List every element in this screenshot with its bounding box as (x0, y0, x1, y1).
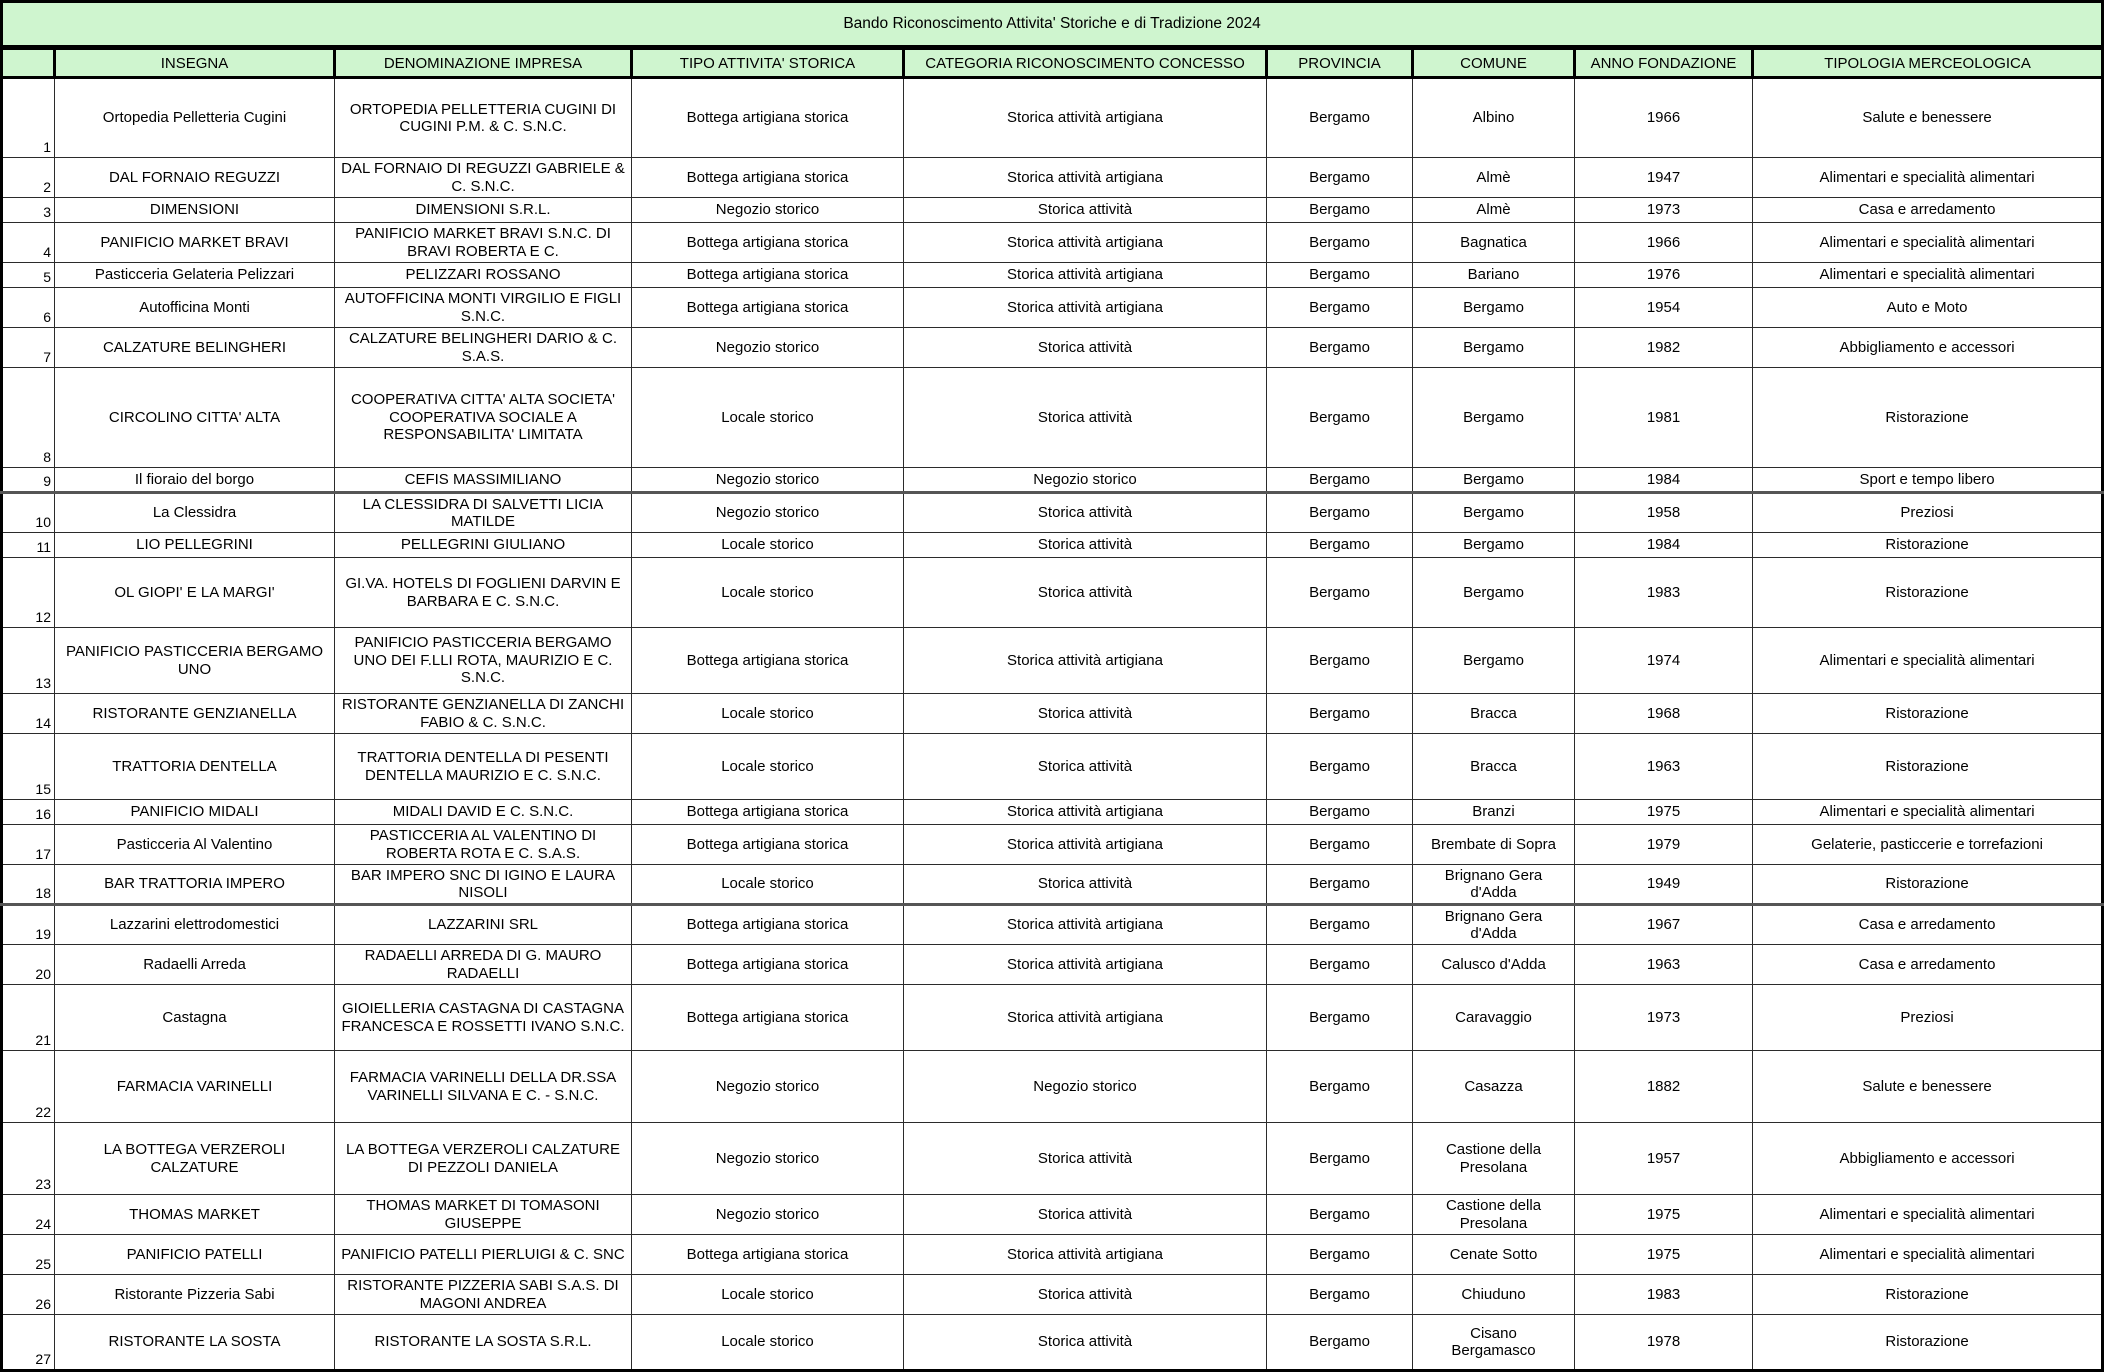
cell-provincia: Bergamo (1267, 800, 1413, 825)
cell-insegna: DIMENSIONI (55, 198, 335, 223)
cell-anno: 1983 (1575, 558, 1753, 628)
cell-tipo: Bottega artigiana storica (632, 945, 904, 985)
cell-comune: Brignano Gera d'Adda (1413, 905, 1575, 945)
cell-insegna: Radaelli Arreda (55, 945, 335, 985)
row-number: 18 (2, 865, 55, 905)
cell-denominazione: PANIFICIO PATELLI PIERLUIGI & C. SNC (335, 1235, 632, 1275)
cell-insegna: FARMACIA VARINELLI (55, 1051, 335, 1123)
table-row (2, 1123, 2103, 1195)
cell-anno: 1957 (1575, 1123, 1753, 1195)
cell-categoria: Storica attività artigiana (904, 158, 1267, 198)
cell-provincia: Bergamo (1267, 905, 1413, 945)
cell-insegna: Pasticceria Gelateria Pelizzari (55, 263, 335, 288)
cell-anno: 1967 (1575, 905, 1753, 945)
row-number: 7 (2, 328, 55, 368)
cell-tipologia: Preziosi (1753, 493, 2103, 533)
table-row (2, 945, 2103, 985)
column-header-tipo: TIPO ATTIVITA' STORICA (632, 48, 904, 78)
cell-anno: 1983 (1575, 1275, 1753, 1315)
cell-provincia: Bergamo (1267, 1275, 1413, 1315)
cell-provincia: Bergamo (1267, 493, 1413, 533)
cell-denominazione: CEFIS MASSIMILIANO (335, 468, 632, 493)
row-number: 16 (2, 800, 55, 825)
cell-categoria: Negozio storico (904, 468, 1267, 493)
cell-insegna: RISTORANTE LA SOSTA (55, 1315, 335, 1371)
cell-denominazione: GI.VA. HOTELS DI FOGLIENI DARVIN E BARBARA E C. S.N.C. (335, 558, 632, 628)
cell-categoria: Storica attività (904, 1315, 1267, 1371)
table-row (2, 533, 2103, 558)
sheet-title: Bando Riconoscimento Attivita' Storiche e di Tradizione 2024 (2, 2, 2103, 48)
row-number: 9 (2, 468, 55, 493)
cell-denominazione: TRATTORIA DENTELLA DI PESENTI DENTELLA MAURIZIO E C. S.N.C. (335, 734, 632, 800)
table-row (2, 468, 2103, 493)
cell-tipo: Bottega artigiana storica (632, 158, 904, 198)
cell-tipo: Negozio storico (632, 1051, 904, 1123)
cell-tipo: Bottega artigiana storica (632, 223, 904, 263)
cell-tipo: Locale storico (632, 558, 904, 628)
cell-anno: 1973 (1575, 985, 1753, 1051)
cell-insegna: PANIFICIO PATELLI (55, 1235, 335, 1275)
cell-insegna: OL GIOPI' E LA MARGI' (55, 558, 335, 628)
cell-denominazione: COOPERATIVA CITTA' ALTA SOCIETA' COOPERATIVA SOCIALE A RESPONSABILITA' LIMITATA (335, 368, 632, 468)
row-number: 2 (2, 158, 55, 198)
cell-comune: Brignano Gera d'Adda (1413, 865, 1575, 905)
cell-tipologia: Sport e tempo libero (1753, 468, 2103, 493)
cell-provincia: Bergamo (1267, 628, 1413, 694)
cell-denominazione: LA BOTTEGA VERZEROLI CALZATURE DI PEZZOLI DANIELA (335, 1123, 632, 1195)
cell-comune: Bergamo (1413, 288, 1575, 328)
column-header-comune: COMUNE (1413, 48, 1575, 78)
cell-anno: 1882 (1575, 1051, 1753, 1123)
cell-tipologia: Ristorazione (1753, 558, 2103, 628)
cell-tipo: Negozio storico (632, 198, 904, 223)
cell-anno: 1973 (1575, 198, 1753, 223)
table-row (2, 1051, 2103, 1123)
cell-provincia: Bergamo (1267, 533, 1413, 558)
row-number: 13 (2, 628, 55, 694)
table-row (2, 1195, 2103, 1235)
cell-anno: 1966 (1575, 223, 1753, 263)
cell-denominazione: RISTORANTE LA SOSTA S.R.L. (335, 1315, 632, 1371)
cell-categoria: Negozio storico (904, 1051, 1267, 1123)
cell-tipo: Locale storico (632, 1315, 904, 1371)
table-row (2, 328, 2103, 368)
table-row (2, 1275, 2103, 1315)
cell-provincia: Bergamo (1267, 558, 1413, 628)
cell-provincia: Bergamo (1267, 1235, 1413, 1275)
cell-comune: Bariano (1413, 263, 1575, 288)
cell-tipologia: Alimentari e specialità alimentari (1753, 1235, 2103, 1275)
cell-categoria: Storica attività (904, 558, 1267, 628)
cell-provincia: Bergamo (1267, 198, 1413, 223)
cell-provincia: Bergamo (1267, 734, 1413, 800)
cell-anno: 1947 (1575, 158, 1753, 198)
cell-comune: Bergamo (1413, 328, 1575, 368)
cell-comune: Bergamo (1413, 493, 1575, 533)
table-row (2, 865, 2103, 905)
cell-tipo: Bottega artigiana storica (632, 78, 904, 158)
cell-categoria: Storica attività artigiana (904, 985, 1267, 1051)
cell-denominazione: ORTOPEDIA PELLETTERIA CUGINI DI CUGINI P.M. & C. S.N.C. (335, 78, 632, 158)
row-number: 20 (2, 945, 55, 985)
cell-tipo: Locale storico (632, 368, 904, 468)
cell-tipologia: Alimentari e specialità alimentari (1753, 158, 2103, 198)
row-number: 3 (2, 198, 55, 223)
row-number: 17 (2, 825, 55, 865)
cell-anno: 1963 (1575, 945, 1753, 985)
cell-comune: Bracca (1413, 694, 1575, 734)
cell-categoria: Storica attività artigiana (904, 288, 1267, 328)
cell-tipo: Bottega artigiana storica (632, 628, 904, 694)
cell-comune: Albino (1413, 78, 1575, 158)
row-number: 11 (2, 533, 55, 558)
cell-denominazione: DIMENSIONI S.R.L. (335, 198, 632, 223)
cell-tipo: Locale storico (632, 1275, 904, 1315)
cell-provincia: Bergamo (1267, 694, 1413, 734)
cell-comune: Chiuduno (1413, 1275, 1575, 1315)
cell-tipologia: Alimentari e specialità alimentari (1753, 1195, 2103, 1235)
cell-anno: 1949 (1575, 865, 1753, 905)
column-header-provincia: PROVINCIA (1267, 48, 1413, 78)
cell-tipo: Negozio storico (632, 493, 904, 533)
table-row (2, 78, 2103, 158)
cell-insegna: Ortopedia Pelletteria Cugini (55, 78, 335, 158)
row-number: 15 (2, 734, 55, 800)
cell-insegna: Ristorante Pizzeria Sabi (55, 1275, 335, 1315)
column-header-insegna: INSEGNA (55, 48, 335, 78)
cell-tipo: Negozio storico (632, 1123, 904, 1195)
cell-categoria: Storica attività artigiana (904, 628, 1267, 694)
cell-comune: Branzi (1413, 800, 1575, 825)
table-row (2, 800, 2103, 825)
cell-tipo: Bottega artigiana storica (632, 985, 904, 1051)
cell-categoria: Storica attività artigiana (904, 1235, 1267, 1275)
row-number: 1 (2, 78, 55, 158)
cell-denominazione: THOMAS MARKET DI TOMASONI GIUSEPPE (335, 1195, 632, 1235)
cell-tipo: Negozio storico (632, 1195, 904, 1235)
cell-provincia: Bergamo (1267, 78, 1413, 158)
cell-denominazione: PELLEGRINI GIULIANO (335, 533, 632, 558)
cell-denominazione: RISTORANTE PIZZERIA SABI S.A.S. DI MAGONI ANDREA (335, 1275, 632, 1315)
cell-provincia: Bergamo (1267, 368, 1413, 468)
cell-comune: Bergamo (1413, 558, 1575, 628)
cell-provincia: Bergamo (1267, 1195, 1413, 1235)
cell-anno: 1976 (1575, 263, 1753, 288)
cell-tipologia: Ristorazione (1753, 694, 2103, 734)
cell-tipologia: Ristorazione (1753, 368, 2103, 468)
cell-categoria: Storica attività (904, 328, 1267, 368)
row-number: 6 (2, 288, 55, 328)
cell-anno: 1974 (1575, 628, 1753, 694)
cell-tipologia: Salute e benessere (1753, 1051, 2103, 1123)
cell-comune: Caravaggio (1413, 985, 1575, 1051)
cell-denominazione: GIOIELLERIA CASTAGNA DI CASTAGNA FRANCESCA E ROSSETTI IVANO S.N.C. (335, 985, 632, 1051)
cell-denominazione: LA CLESSIDRA DI SALVETTI LICIA MATILDE (335, 493, 632, 533)
cell-tipologia: Alimentari e specialità alimentari (1753, 223, 2103, 263)
cell-categoria: Storica attività (904, 865, 1267, 905)
cell-tipologia: Ristorazione (1753, 1315, 2103, 1371)
table-row (2, 694, 2103, 734)
cell-denominazione: MIDALI DAVID E C. S.N.C. (335, 800, 632, 825)
cell-tipo: Locale storico (632, 734, 904, 800)
cell-denominazione: CALZATURE BELINGHERI DARIO & C. S.A.S. (335, 328, 632, 368)
cell-comune: Castione della Presolana (1413, 1195, 1575, 1235)
cell-denominazione: PELIZZARI ROSSANO (335, 263, 632, 288)
row-number: 26 (2, 1275, 55, 1315)
table-row (2, 825, 2103, 865)
column-header-categoria: CATEGORIA RICONOSCIMENTO CONCESSO (904, 48, 1267, 78)
cell-tipo: Bottega artigiana storica (632, 288, 904, 328)
table-row (2, 288, 2103, 328)
cell-denominazione: PASTICCERIA AL VALENTINO DI ROBERTA ROTA E C. S.A.S. (335, 825, 632, 865)
cell-insegna: Autofficina Monti (55, 288, 335, 328)
cell-tipo: Negozio storico (632, 328, 904, 368)
cell-insegna: CIRCOLINO CITTA' ALTA (55, 368, 335, 468)
cell-tipo: Bottega artigiana storica (632, 825, 904, 865)
row-number: 25 (2, 1235, 55, 1275)
cell-provincia: Bergamo (1267, 1123, 1413, 1195)
cell-categoria: Storica attività artigiana (904, 78, 1267, 158)
cell-comune: Brembate di Sopra (1413, 825, 1575, 865)
row-number: 5 (2, 263, 55, 288)
cell-tipologia: Auto e Moto (1753, 288, 2103, 328)
row-number: 19 (2, 905, 55, 945)
cell-denominazione: LAZZARINI SRL (335, 905, 632, 945)
cell-provincia: Bergamo (1267, 468, 1413, 493)
cell-insegna: RISTORANTE GENZIANELLA (55, 694, 335, 734)
table-row (2, 1315, 2103, 1371)
cell-insegna: PANIFICIO MARKET BRAVI (55, 223, 335, 263)
cell-tipologia: Casa e arredamento (1753, 945, 2103, 985)
row-number: 23 (2, 1123, 55, 1195)
cell-comune: Casazza (1413, 1051, 1575, 1123)
cell-anno: 1975 (1575, 800, 1753, 825)
header-row (2, 48, 2103, 78)
cell-tipologia: Casa e arredamento (1753, 905, 2103, 945)
cell-comune: Castione della Presolana (1413, 1123, 1575, 1195)
column-header-tipologia: TIPOLOGIA MERCEOLOGICA (1753, 48, 2103, 78)
cell-categoria: Storica attività (904, 533, 1267, 558)
cell-tipo: Bottega artigiana storica (632, 263, 904, 288)
cell-tipo: Bottega artigiana storica (632, 800, 904, 825)
cell-anno: 1963 (1575, 734, 1753, 800)
cell-tipo: Locale storico (632, 694, 904, 734)
cell-insegna: PANIFICIO MIDALI (55, 800, 335, 825)
cell-insegna: Castagna (55, 985, 335, 1051)
cell-categoria: Storica attività artigiana (904, 223, 1267, 263)
cell-anno: 1975 (1575, 1235, 1753, 1275)
cell-categoria: Storica attività (904, 694, 1267, 734)
cell-provincia: Bergamo (1267, 985, 1413, 1051)
cell-comune: Almè (1413, 198, 1575, 223)
cell-denominazione: PANIFICIO PASTICCERIA BERGAMO UNO DEI F.LLI ROTA, MAURIZIO E C. S.N.C. (335, 628, 632, 694)
cell-insegna: Lazzarini elettrodomestici (55, 905, 335, 945)
cell-denominazione: FARMACIA VARINELLI DELLA DR.SSA VARINELLI SILVANA E C. - S.N.C. (335, 1051, 632, 1123)
cell-comune: Bergamo (1413, 628, 1575, 694)
cell-tipologia: Ristorazione (1753, 1275, 2103, 1315)
table-row (2, 223, 2103, 263)
column-header-num (2, 48, 55, 78)
title-row (2, 2, 2103, 48)
cell-insegna: TRATTORIA DENTELLA (55, 734, 335, 800)
cell-insegna: Il fioraio del borgo (55, 468, 335, 493)
table-row (2, 263, 2103, 288)
cell-insegna: PANIFICIO PASTICCERIA BERGAMO UNO (55, 628, 335, 694)
cell-anno: 1984 (1575, 533, 1753, 558)
cell-anno: 1954 (1575, 288, 1753, 328)
row-number: 14 (2, 694, 55, 734)
cell-tipologia: Abbigliamento e accessori (1753, 328, 2103, 368)
table-row (2, 628, 2103, 694)
cell-categoria: Storica attività artigiana (904, 800, 1267, 825)
table-row (2, 1235, 2103, 1275)
column-header-denominazione: DENOMINAZIONE IMPRESA (335, 48, 632, 78)
cell-tipologia: Alimentari e specialità alimentari (1753, 263, 2103, 288)
cell-denominazione: RISTORANTE GENZIANELLA DI ZANCHI FABIO & C. S.N.C. (335, 694, 632, 734)
table-row (2, 368, 2103, 468)
cell-categoria: Storica attività (904, 198, 1267, 223)
cell-provincia: Bergamo (1267, 945, 1413, 985)
cell-comune: Bracca (1413, 734, 1575, 800)
cell-provincia: Bergamo (1267, 288, 1413, 328)
cell-tipo: Locale storico (632, 865, 904, 905)
cell-denominazione: RADAELLI ARREDA DI G. MAURO RADAELLI (335, 945, 632, 985)
cell-anno: 1981 (1575, 368, 1753, 468)
cell-tipo: Bottega artigiana storica (632, 905, 904, 945)
cell-insegna: Pasticceria Al Valentino (55, 825, 335, 865)
cell-insegna: LIO PELLEGRINI (55, 533, 335, 558)
cell-categoria: Storica attività (904, 734, 1267, 800)
cell-provincia: Bergamo (1267, 263, 1413, 288)
cell-categoria: Storica attività (904, 493, 1267, 533)
table-row (2, 158, 2103, 198)
cell-insegna: BAR TRATTORIA IMPERO (55, 865, 335, 905)
cell-tipologia: Abbigliamento e accessori (1753, 1123, 2103, 1195)
cell-anno: 1979 (1575, 825, 1753, 865)
cell-tipologia: Ristorazione (1753, 865, 2103, 905)
cell-categoria: Storica attività artigiana (904, 825, 1267, 865)
cell-tipologia: Casa e arredamento (1753, 198, 2103, 223)
table-row (2, 734, 2103, 800)
cell-tipo: Bottega artigiana storica (632, 1235, 904, 1275)
cell-provincia: Bergamo (1267, 328, 1413, 368)
cell-denominazione: BAR IMPERO SNC DI IGINO E LAURA NISOLI (335, 865, 632, 905)
row-number: 10 (2, 493, 55, 533)
row-number: 24 (2, 1195, 55, 1235)
cell-tipologia: Gelaterie, pasticcerie e torrefazioni (1753, 825, 2103, 865)
cell-insegna: THOMAS MARKET (55, 1195, 335, 1235)
cell-categoria: Storica attività (904, 1275, 1267, 1315)
cell-tipologia: Alimentari e specialità alimentari (1753, 800, 2103, 825)
cell-insegna: LA BOTTEGA VERZEROLI CALZATURE (55, 1123, 335, 1195)
cell-provincia: Bergamo (1267, 223, 1413, 263)
row-number: 4 (2, 223, 55, 263)
column-header-anno: ANNO FONDAZIONE (1575, 48, 1753, 78)
table-row (2, 985, 2103, 1051)
table-row (2, 198, 2103, 223)
cell-comune: Almè (1413, 158, 1575, 198)
cell-tipo: Negozio storico (632, 468, 904, 493)
cell-comune: Bergamo (1413, 368, 1575, 468)
cell-anno: 1984 (1575, 468, 1753, 493)
cell-anno: 1975 (1575, 1195, 1753, 1235)
cell-anno: 1968 (1575, 694, 1753, 734)
cell-categoria: Storica attività artigiana (904, 905, 1267, 945)
table-row (2, 558, 2103, 628)
cell-insegna: DAL FORNAIO REGUZZI (55, 158, 335, 198)
row-number: 22 (2, 1051, 55, 1123)
row-number: 8 (2, 368, 55, 468)
cell-categoria: Storica attività artigiana (904, 263, 1267, 288)
cell-anno: 1982 (1575, 328, 1753, 368)
cell-tipologia: Salute e benessere (1753, 78, 2103, 158)
row-number: 12 (2, 558, 55, 628)
cell-comune: Cisano Bergamasco (1413, 1315, 1575, 1371)
table-row (2, 905, 2103, 945)
cell-anno: 1958 (1575, 493, 1753, 533)
row-number: 27 (2, 1315, 55, 1371)
cell-comune: Calusco d'Adda (1413, 945, 1575, 985)
cell-categoria: Storica attività (904, 1123, 1267, 1195)
cell-insegna: La Clessidra (55, 493, 335, 533)
cell-tipologia: Preziosi (1753, 985, 2103, 1051)
table-row (2, 493, 2103, 533)
cell-categoria: Storica attività artigiana (904, 945, 1267, 985)
cell-denominazione: DAL FORNAIO DI REGUZZI GABRIELE & C. S.N.C. (335, 158, 632, 198)
cell-comune: Bagnatica (1413, 223, 1575, 263)
cell-tipologia: Ristorazione (1753, 533, 2103, 558)
cell-comune: Bergamo (1413, 468, 1575, 493)
cell-provincia: Bergamo (1267, 158, 1413, 198)
cell-anno: 1966 (1575, 78, 1753, 158)
cell-provincia: Bergamo (1267, 825, 1413, 865)
cell-provincia: Bergamo (1267, 865, 1413, 905)
cell-comune: Bergamo (1413, 533, 1575, 558)
cell-categoria: Storica attività (904, 368, 1267, 468)
cell-tipologia: Alimentari e specialità alimentari (1753, 628, 2103, 694)
cell-anno: 1978 (1575, 1315, 1753, 1371)
cell-tipologia: Ristorazione (1753, 734, 2103, 800)
cell-denominazione: AUTOFFICINA MONTI VIRGILIO E FIGLI S.N.C. (335, 288, 632, 328)
cell-tipo: Locale storico (632, 533, 904, 558)
cell-provincia: Bergamo (1267, 1051, 1413, 1123)
cell-categoria: Storica attività (904, 1195, 1267, 1235)
cell-insegna: CALZATURE BELINGHERI (55, 328, 335, 368)
cell-comune: Cenate Sotto (1413, 1235, 1575, 1275)
row-number: 21 (2, 985, 55, 1051)
cell-provincia: Bergamo (1267, 1315, 1413, 1371)
cell-denominazione: PANIFICIO MARKET BRAVI S.N.C. DI BRAVI ROBERTA E C. (335, 223, 632, 263)
